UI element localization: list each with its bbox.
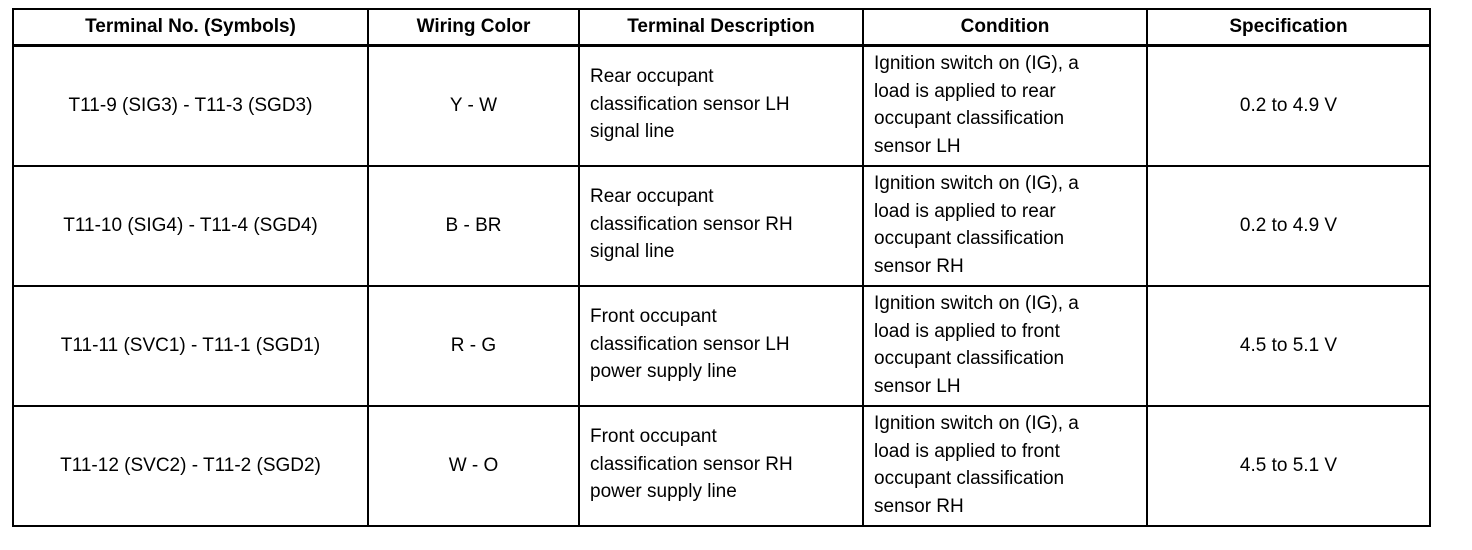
terminal-cell: T11-9 (SIG3) - T11-3 (SGD3) xyxy=(13,46,368,167)
description-line: signal line xyxy=(590,121,675,142)
condition-line: Ignition switch on (IG), a xyxy=(874,53,1079,74)
header-terminal-no: Terminal No. (Symbols) xyxy=(13,9,368,46)
description-line: classification sensor LH xyxy=(590,93,790,115)
description-line: Rear occupant xyxy=(590,66,714,87)
description-line: classification sensor RH xyxy=(590,453,793,475)
terminal-description-cell xyxy=(579,286,863,406)
terminal-description-cell xyxy=(579,46,863,167)
condition-line: load is applied to front xyxy=(874,320,1060,342)
condition-cell xyxy=(863,286,1147,406)
wiring-color-cell: W - O xyxy=(368,406,579,526)
table-header-row xyxy=(13,9,1430,46)
table-row xyxy=(13,166,1430,286)
condition-cell xyxy=(863,406,1147,526)
terminal-cell: T11-11 (SVC1) - T11-1 (SGD1) xyxy=(13,286,368,406)
condition-line: Ignition switch on (IG), a xyxy=(874,293,1079,314)
wiring-color-cell: R - G xyxy=(368,286,579,406)
condition-line: Ignition switch on (IG), a xyxy=(874,173,1079,194)
condition-line: occupant classification xyxy=(874,348,1065,369)
wiring-color-cell: B - BR xyxy=(368,166,579,286)
condition-cell xyxy=(863,46,1147,167)
specification-cell: 4.5 to 5.1 V xyxy=(1147,286,1430,406)
condition-line: sensor LH xyxy=(874,135,961,157)
description-line: power supply line xyxy=(590,481,737,502)
description-line: Front occupant xyxy=(590,426,717,447)
condition-line: sensor LH xyxy=(874,375,961,397)
terminal-description-cell xyxy=(579,166,863,286)
description-line: power supply line xyxy=(590,361,737,382)
condition-line: sensor RH xyxy=(874,495,964,517)
condition-line: load is applied to rear xyxy=(874,200,1056,222)
condition-line: sensor RH xyxy=(874,255,964,277)
condition-line: load is applied to front xyxy=(874,440,1060,462)
condition-cell xyxy=(863,166,1147,286)
condition-line: occupant classification xyxy=(874,108,1065,129)
table-row xyxy=(13,406,1430,526)
condition-line: occupant classification xyxy=(874,468,1065,489)
header-condition: Condition xyxy=(863,9,1147,46)
description-line: Rear occupant xyxy=(590,186,714,207)
table-row xyxy=(13,46,1430,167)
specification-cell: 0.2 to 4.9 V xyxy=(1147,46,1430,167)
condition-line: occupant classification xyxy=(874,228,1065,249)
specification-cell: 4.5 to 5.1 V xyxy=(1147,406,1430,526)
header-wiring-color: Wiring Color xyxy=(368,9,579,46)
header-specification: Specification xyxy=(1147,9,1430,46)
description-line: classification sensor RH xyxy=(590,213,793,235)
terminal-spec-table xyxy=(12,8,1431,527)
specification-cell: 0.2 to 4.9 V xyxy=(1147,166,1430,286)
description-line: classification sensor LH xyxy=(590,333,790,355)
terminal-description-cell xyxy=(579,406,863,526)
condition-line: Ignition switch on (IG), a xyxy=(874,413,1079,434)
terminal-cell: T11-12 (SVC2) - T11-2 (SGD2) xyxy=(13,406,368,526)
description-line: Front occupant xyxy=(590,306,717,327)
header-terminal-description: Terminal Description xyxy=(579,9,863,46)
wiring-color-cell: Y - W xyxy=(368,46,579,167)
table-row xyxy=(13,286,1430,406)
description-line: signal line xyxy=(590,241,675,262)
terminal-cell: T11-10 (SIG4) - T11-4 (SGD4) xyxy=(13,166,368,286)
condition-line: load is applied to rear xyxy=(874,80,1056,102)
